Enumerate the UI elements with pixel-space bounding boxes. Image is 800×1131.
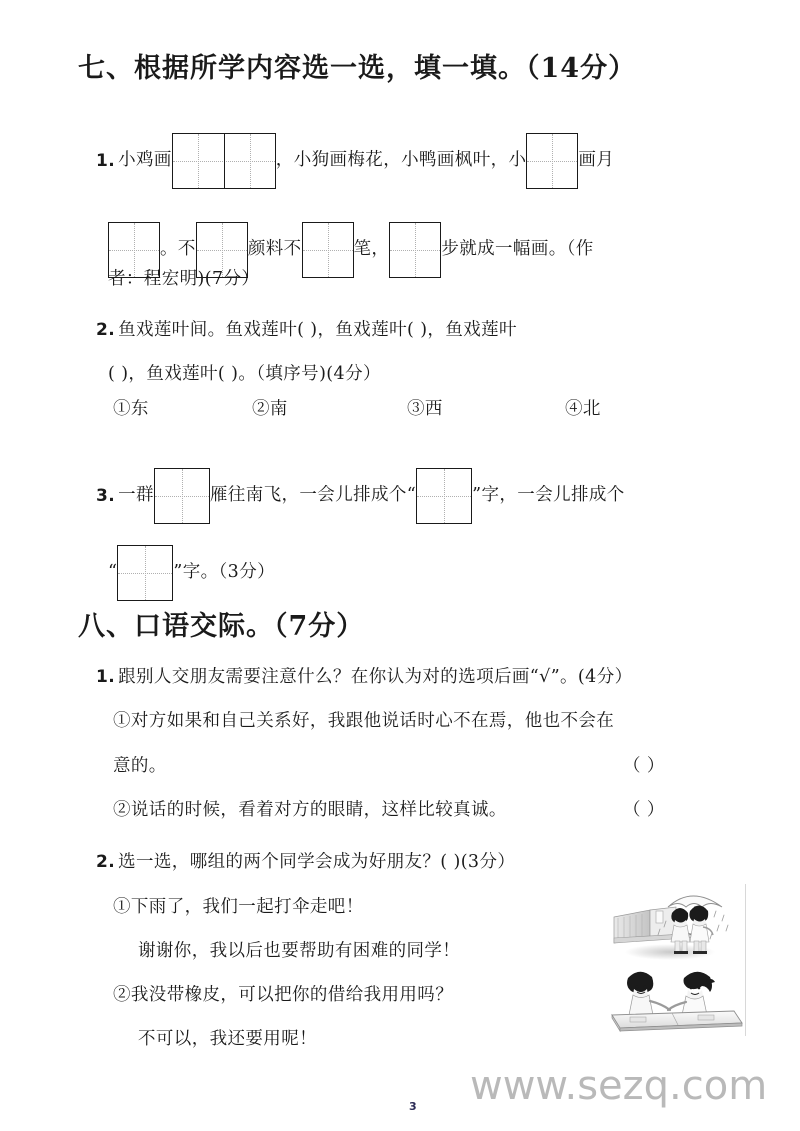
q3-text-b: 雁往南飞，一会儿排成个“ — [209, 485, 417, 506]
tianzige-box-6[interactable] — [389, 222, 441, 278]
tianzige-double-box-1[interactable] — [172, 133, 276, 189]
tianzige-box-7[interactable] — [154, 468, 210, 524]
question-1-line-3 — [108, 271, 259, 289]
question-3-line-1 — [96, 468, 625, 524]
q3-text-e: ”字。（3分） — [173, 562, 275, 583]
q2-text-line-2: ( )，鱼戏莲叶( )。（填序号)(4分） — [108, 364, 381, 384]
q2-text-line-1: 鱼戏莲叶间。鱼戏莲叶( )，鱼戏莲叶( )，鱼戏莲叶 — [118, 320, 517, 340]
q1-text-e: 颜料不 — [247, 239, 302, 260]
desk-scene-svg — [606, 968, 748, 1040]
tianzige-box-8[interactable] — [416, 468, 472, 524]
site-watermark: www.sezq.com — [470, 1063, 768, 1109]
q1-author-score: 者：程宏明)(7分） — [108, 269, 260, 289]
question-number-2: 2. — [96, 320, 116, 341]
q2-option-1[interactable] — [113, 401, 149, 419]
illustration-two-students-desk-handing — [606, 968, 748, 1040]
q2-option-3-label: ③西 — [407, 399, 443, 419]
section8-q1-item-2-answer-bracket[interactable] — [623, 802, 665, 820]
q1-text-b: ，小狗画梅花，小鸭画枫叶，小 — [275, 150, 527, 171]
q2-option-1-label: ①东 — [113, 399, 149, 419]
question-number-1: 1. — [96, 150, 116, 171]
section8-q1-item-2-line-1 — [113, 802, 507, 820]
q3-text-a: 一群 — [118, 485, 154, 506]
q2-option-4-label: ④北 — [565, 399, 601, 419]
question-3-line-2 — [108, 545, 275, 601]
section8-q1-item-2-bracket-text: （ ） — [623, 800, 665, 820]
question-number-3: 3. — [96, 485, 116, 506]
section-heading-eight: 八、口语交际。（7分） — [78, 611, 365, 642]
tianzige-box-5[interactable] — [302, 222, 354, 278]
q1-text-d: 。不 — [160, 239, 196, 260]
question-2-line-1 — [96, 322, 517, 340]
tianzige-box-9[interactable] — [117, 545, 173, 601]
umbrella-scene-svg — [606, 881, 748, 963]
section8-q2-item-2-text-1: ②我没带橡皮，可以把你的借给我用用吗？ — [113, 985, 454, 1005]
section8-q2-prompt-text: 选一选，哪组的两个同学会成为好朋友？( )(3分） — [118, 852, 516, 872]
section8-q1-item-1-text-1: ①对方如果和自己关系好，我跟他说话时心不在焉，他也不会在 — [113, 711, 615, 731]
tianzige-cell — [173, 134, 224, 188]
q2-option-3[interactable] — [407, 401, 443, 419]
q1-text-f: 笔， — [353, 239, 390, 260]
section8-q2-item-1-text-2: 谢谢你，我以后也要帮助有困难的同学！ — [138, 941, 461, 961]
question-1-line-1 — [96, 133, 614, 189]
section8-question-2-prompt — [96, 854, 515, 872]
section8-q2-item-1-text-1: ①下雨了，我们一起打伞走吧！ — [113, 897, 364, 917]
section8-q2-item-2-text-2: 不可以，我还要用呢！ — [138, 1029, 317, 1049]
section8-q2-item-1-line-1[interactable] — [113, 899, 364, 917]
q2-option-4[interactable] — [565, 401, 601, 419]
section8-q1-item-1-line-1 — [113, 713, 614, 731]
section8-question-number-2: 2. — [96, 852, 116, 873]
q1-text-c: 画月 — [578, 150, 615, 171]
tianzige-cell — [224, 134, 275, 188]
section8-q1-item-2-text: ②说话的时候，看着对方的眼睛，这样比较真诚。 — [113, 800, 507, 820]
page-number: 3 — [409, 1100, 417, 1113]
q3-text-d: “ — [108, 562, 118, 583]
section8-q2-item-2-line-1[interactable] — [113, 987, 453, 1005]
section8-q1-item-1-bracket-text: （ ） — [623, 756, 665, 776]
section8-question-1-prompt — [96, 669, 633, 687]
q1-text-g: 步就成一幅画。（作 — [441, 239, 594, 260]
section8-question-number-1: 1. — [96, 667, 116, 688]
section8-q2-item-2-line-2 — [138, 1031, 317, 1049]
q2-option-2[interactable] — [252, 401, 288, 419]
section8-q1-prompt-text: 跟别人交朋友需要注意什么？在你认为对的选项后画“√”。(4分） — [118, 667, 633, 687]
illustration-two-students-umbrella-rain — [606, 881, 748, 963]
section8-q1-item-1-answer-bracket[interactable] — [623, 758, 665, 776]
section8-q1-item-1-line-2 — [113, 758, 167, 776]
q3-text-c: ”字，一会儿排成个 — [472, 485, 625, 506]
section-heading-seven: 七、根据所学内容选一选，填一填。（14分） — [78, 53, 637, 84]
q2-option-2-label: ②南 — [252, 399, 288, 419]
question-2-line-2 — [108, 366, 381, 384]
section8-q1-item-1-text-2: 意的。 — [113, 756, 167, 776]
section8-q2-item-1-line-2 — [138, 943, 460, 961]
q1-text-a: 小鸡画 — [118, 150, 172, 171]
tianzige-box-2[interactable] — [526, 133, 578, 189]
